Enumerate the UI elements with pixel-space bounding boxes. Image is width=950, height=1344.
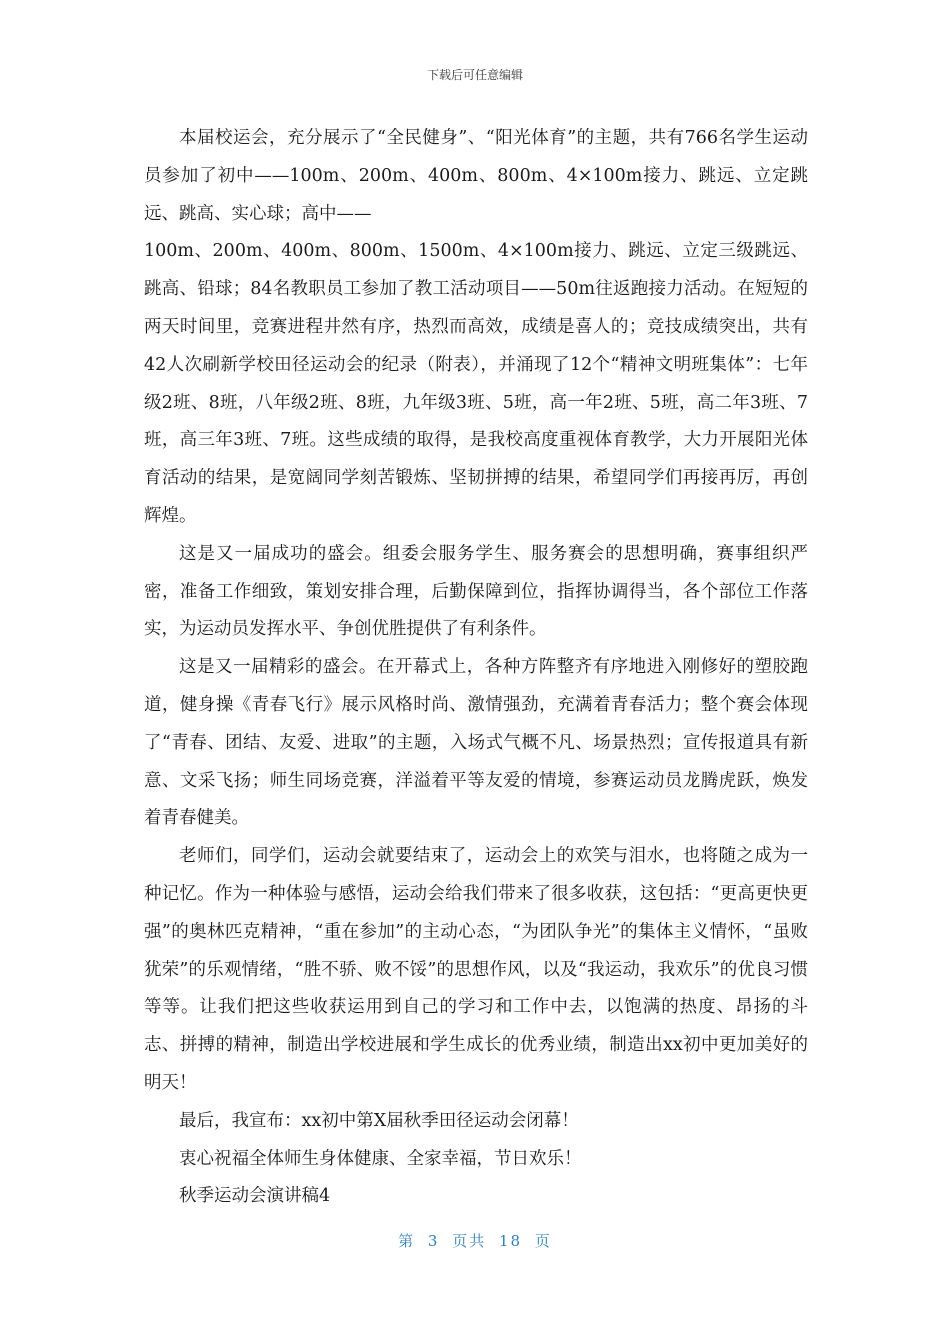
paragraph-2: 100m、200m、400m、800m、1500m、4×100m接力、跳远、立定三级跳远、跳高、铅球；84名教职员工参加了教工活动项目——50m往返跑接力活动。在短短的两天时间里，竞赛进程井然有序，热烈而高效，成绩是喜人的；竞技成绩突出，共有42人次刷新学校田径运动会的纪录（附表），并涌现了12个“精神文明班集体”：七年级2班、8班，八年级2班、8班，九年级3班、5班，高一年2班、5班，高二年3班、7班，高三年3班、7班。这些成绩的取得，是我校高度重视体育教学，大力开展阳光体育活动的结果，是宽阔同学刻苦锻炼、坚韧拼搏的结果，希望同学们再接再厉，再创辉煌。 (144, 241, 808, 526)
page-footer: 第 3 页共 18 页 (398, 1232, 552, 1250)
paragraph-5: 老师们，同学们，运动会就要结束了，运动会上的欢笑与泪水，也将随之成为一种记忆。作为一种体验与感悟，运动会给我们带来了很多收获，这包括：“更高更快更强”的奥林匹克精神，“重在参加”的主动心态，“为团队争光”的集体主义情怀，“虽败犹荣”的乐观情绪，“胜不骄、败不馁”的思想作风，以及“我运动，我欢乐”的优良习惯等等。让我们把这些收获运用到自己的学习和工作中去，以饱满的热度、昂扬的斗志、拼搏的精神，制造出学校进展和学生成长的优秀业绩，制造出xx初中更加美好的明天！ (144, 846, 808, 1093)
paragraph-3: 这是又一届成功的盛会。组委会服务学生、服务赛会的思想明确，赛事组织严密，准备工作细致，策划安排合理，后勤保障到位，指挥协调得当，各个部位工作落实，为运动员发挥水平、争创优胜提供了有利条件。 (144, 543, 808, 640)
paragraph-1: 本届校运会，充分展示了“全民健身”、“阳光体育”的主题，共有766名学生运动员参加了初中——100m、200m、400m、800m、4×100m接力、跳远、立定跳远、跳高、实心球；高中—— (144, 128, 808, 224)
paragraph-6: 最后，我宣布：xx初中第X届秋季田径运动会闭幕！ (179, 1110, 579, 1131)
paragraph-7: 衷心祝福全体师生身体健康、全家幸福，节日欢乐！ (179, 1148, 582, 1169)
document-body (144, 120, 808, 1216)
paragraph-4: 这是又一届精彩的盛会。在开幕式上，各种方阵整齐有序地进入刚修好的塑胶跑道，健身操《青春飞行》展示风格时尚、激情强劲，充满着青春活力；整个赛会体现了“青春、团结、友爱、进取”的主题，入场式气概不凡、场景热烈；宣传报道具有新意、文采飞扬；师生同场竞赛，洋溢着平等友爱的情境，参赛运动员龙腾虎跃，焕发着青春健美。 (144, 657, 808, 829)
section-heading: 秋季运动会演讲稿4 (179, 1186, 331, 1207)
page-header: 下载后可任意编辑 (426, 68, 523, 82)
